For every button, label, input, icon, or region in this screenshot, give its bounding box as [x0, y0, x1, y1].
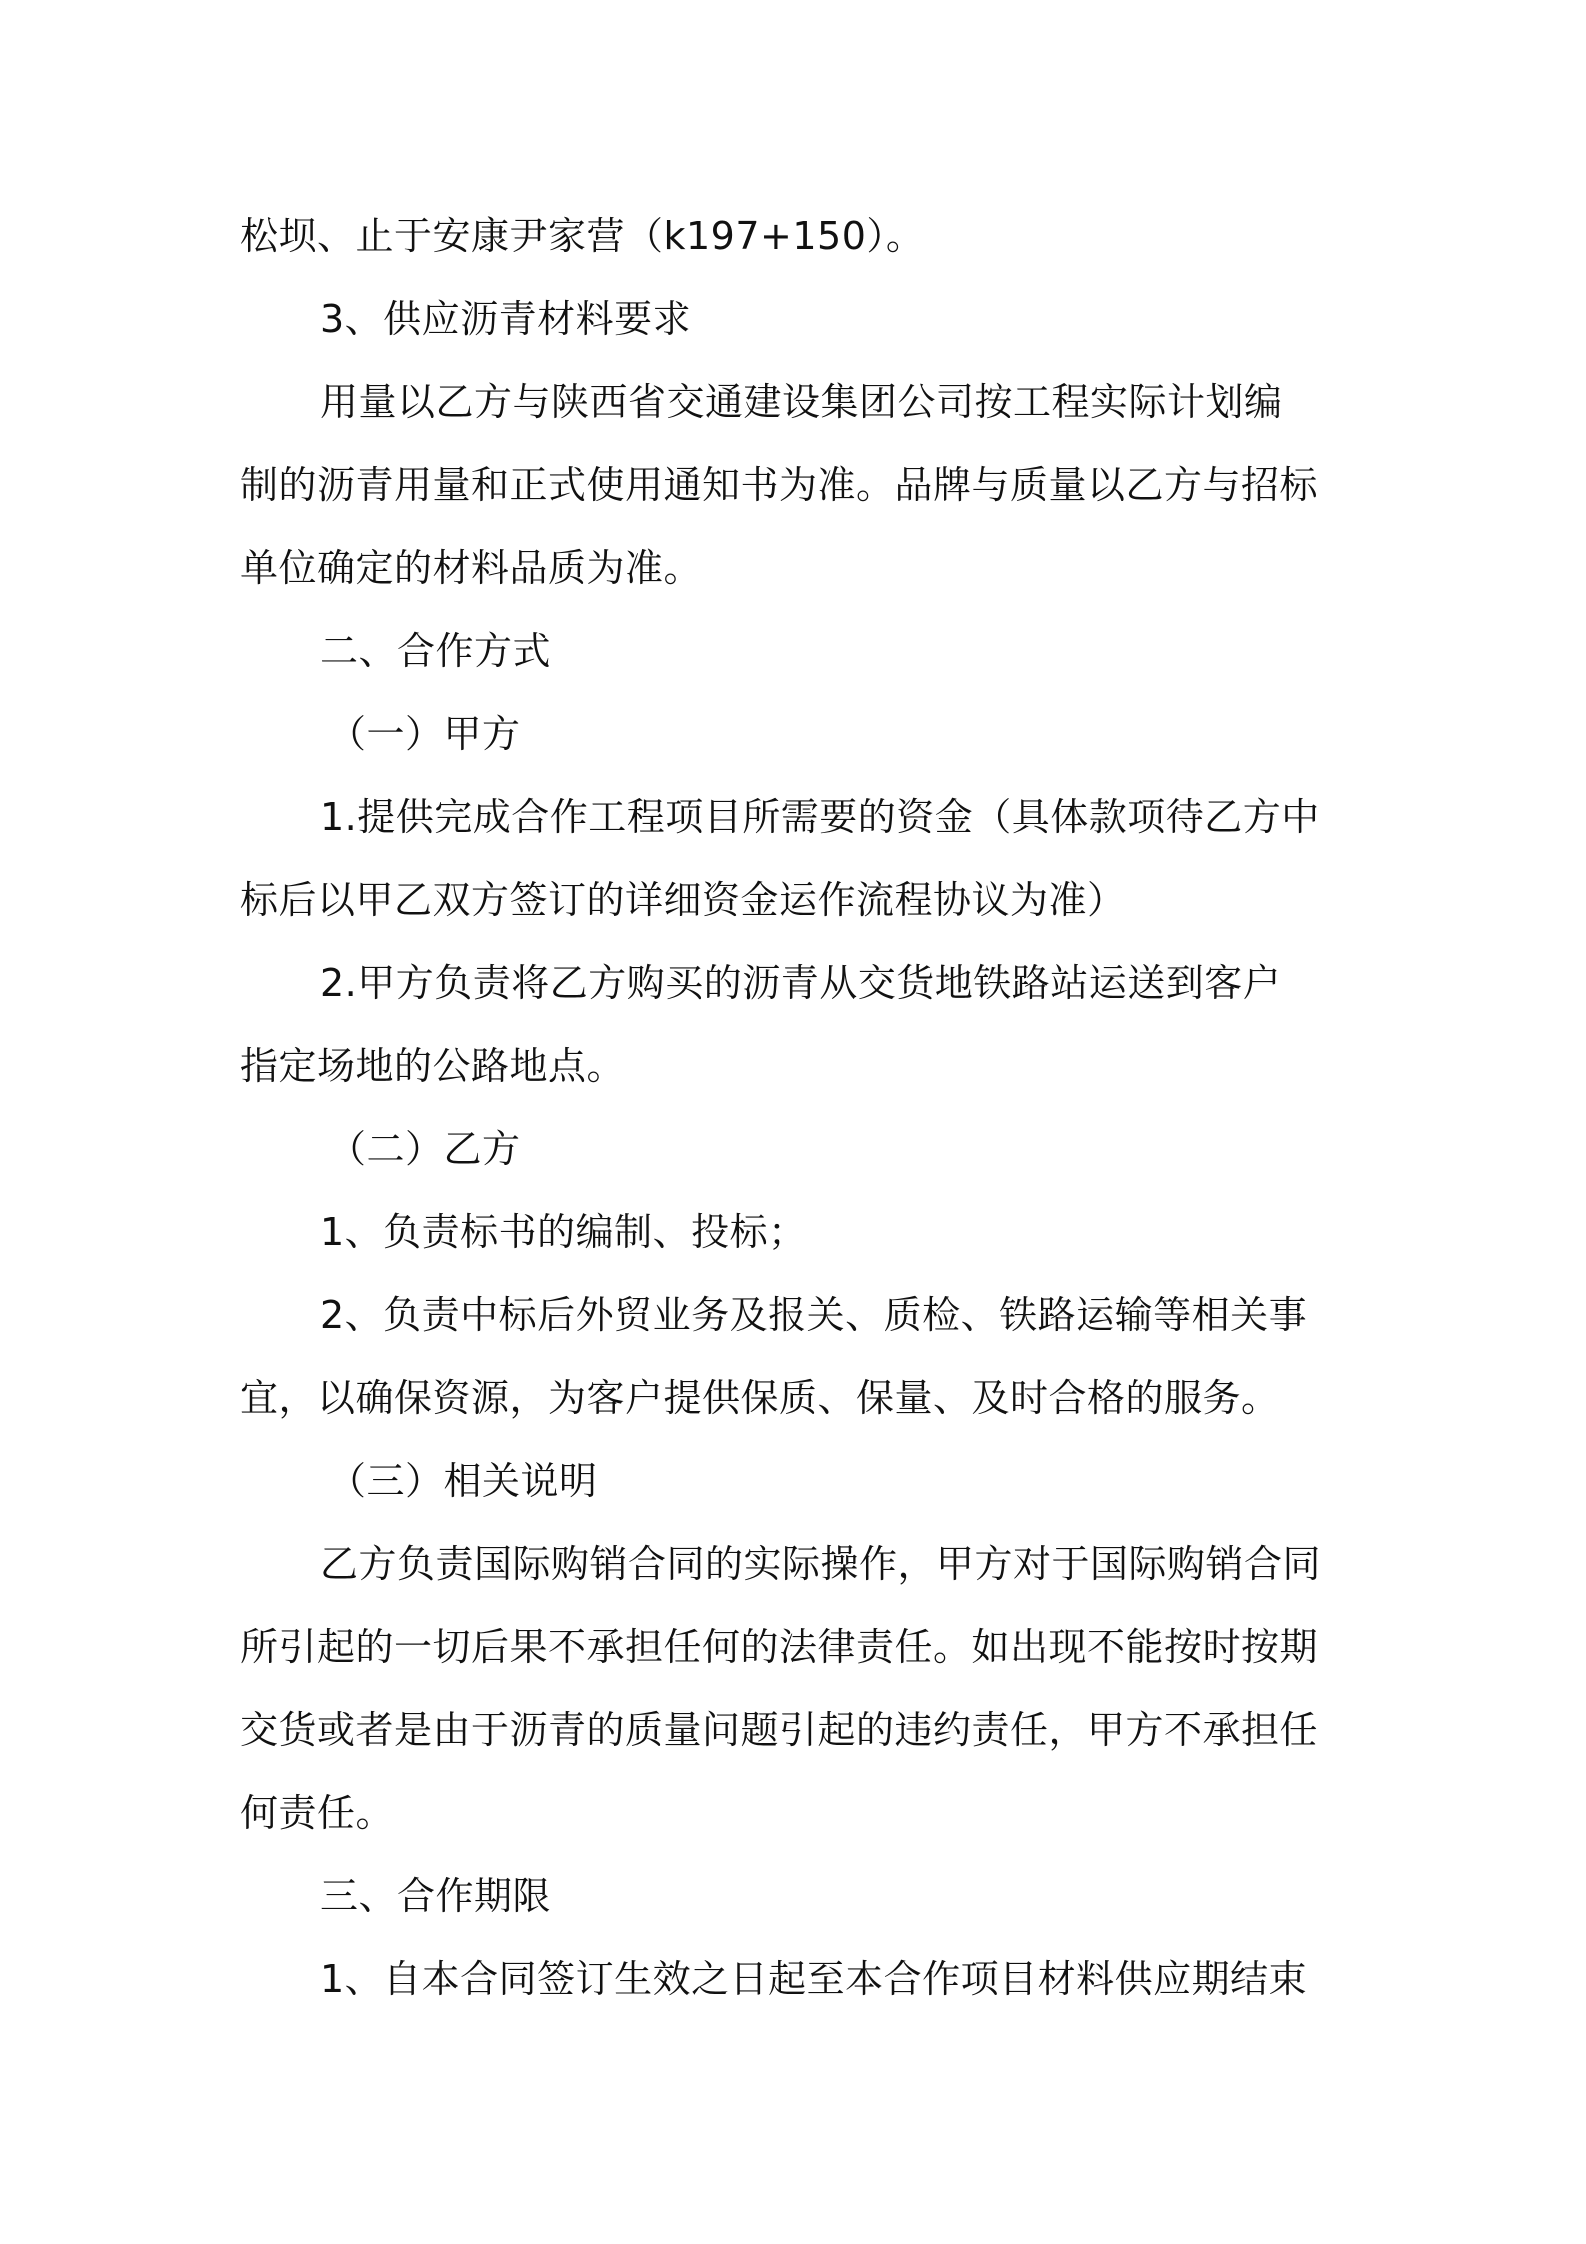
text-line: 制的沥青用量和正式使用通知书为准。品牌与质量以乙方与招标 [240, 463, 1319, 507]
subsection-heading: （三）相关说明 [328, 1459, 598, 1503]
section-heading: 三、合作期限 [320, 1874, 552, 1918]
text-line: 单位确定的材料品质为准。 [240, 546, 703, 590]
text-line: 1.提供完成合作工程项目所需要的资金（具体款项待乙方中 [320, 795, 1320, 839]
text-line: 交货或者是由于沥青的质量问题引起的违约责任，甲方不承担任 [240, 1708, 1319, 1752]
text-line: 指定场地的公路地点。 [240, 1044, 626, 1088]
text-line: 2、负责中标后外贸业务及报关、质检、铁路运输等相关事 [320, 1293, 1308, 1337]
text-line: 宜，以确保资源，为客户提供保质、保量、及时合格的服务。 [240, 1376, 1280, 1420]
text-line: 2.甲方负责将乙方购买的沥青从交货地铁路站运送到客户 [320, 961, 1282, 1005]
text-line: 乙方负责国际购销合同的实际操作，甲方对于国际购销合同 [320, 1542, 1322, 1586]
section-heading: 二、合作方式 [320, 629, 552, 673]
text-line: 何责任。 [240, 1791, 395, 1835]
text-line: 1、负责标书的编制、投标； [320, 1210, 807, 1254]
text-line: 所引起的一切后果不承担任何的法律责任。如出现不能按时按期 [240, 1625, 1319, 1669]
subsection-heading: （二）乙方 [328, 1127, 521, 1171]
section-heading: 3、供应沥青材料要求 [320, 297, 692, 341]
text-line: 1、自本合同签订生效之日起至本合作项目材料供应期结束 [320, 1957, 1308, 2001]
text-line: 松坝、止于安康尹家营（k197+150）。 [240, 214, 925, 258]
subsection-heading: （一）甲方 [328, 712, 521, 756]
document-body [240, 195, 1360, 2021]
text-line: 用量以乙方与陕西省交通建设集团公司按工程实际计划编 [320, 380, 1283, 424]
text-line: 标后以甲乙双方签订的详细资金运作流程协议为准） [240, 878, 1126, 922]
